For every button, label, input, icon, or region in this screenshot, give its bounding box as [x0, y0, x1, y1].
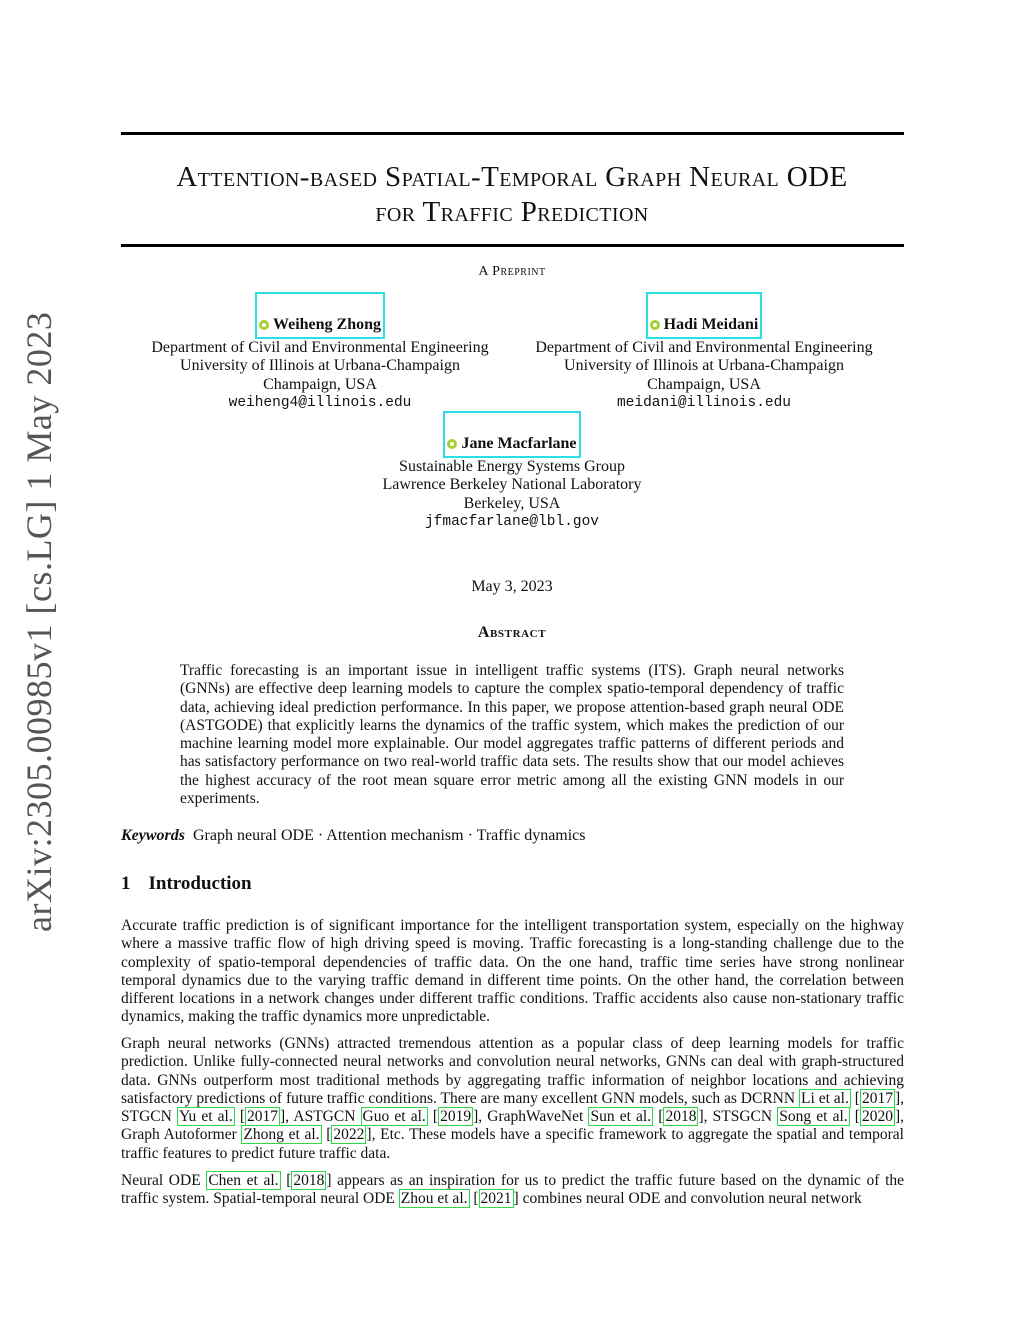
orcid-icon[interactable] — [259, 320, 269, 330]
citation-year-link[interactable]: 2019 — [440, 1108, 472, 1126]
text-run: , STSGCN — [703, 1108, 778, 1126]
author-department: Department of Civil and Environmental Engineering — [151, 338, 489, 356]
keywords-line — [121, 827, 586, 845]
intro-paragraph-1: Accurate traffic prediction is of significant importance for the intelligent transportation system, especially on the highway where a massive traffic flow of high driving speed is moving. Traffic forecasting is a long-standing challenge due to the complexity of spatio-temporal dependencies of traffic data. On the one hand, traffic time series have strong nonlinear temporal dynamics due to the varying traffic demand in different time points. On the other hand, the correlation between different locations in a network changes under different traffic conditions. Traffic accidents also cause non-stationary traffic dynamics, making the traffic dynamics more unpredictable. — [121, 917, 904, 1026]
author-block-3 — [312, 411, 712, 532]
author-location: Champaign, USA — [263, 375, 377, 393]
title-top-rule — [121, 132, 904, 135]
intro-paragraph-3: Neural ODE Chen et al. [ 2018 ] appears as an inspiration for us to predict the traffic future based on the dynamic of the traffic system. Spatial-temporal neural ODE Zhou et al. [ 2021 ] combines neural ODE and convolution neural network — [121, 1172, 905, 1208]
author-name: Hadi Meidani — [663, 316, 759, 333]
author-name-box[interactable] — [255, 292, 385, 339]
keywords-label: Keywords — [121, 827, 185, 844]
citation-year-link[interactable]: 2017 — [861, 1089, 893, 1107]
author-department: Department of Civil and Environmental Engineering — [535, 338, 873, 356]
preprint-label: A Preprint — [478, 264, 546, 279]
orcid-icon[interactable] — [447, 439, 457, 449]
author-location: Berkeley, USA — [463, 494, 561, 512]
abstract-heading: Abstract — [477, 624, 547, 641]
author-organization: University of Illinois at Urbana-Champaign — [180, 357, 460, 374]
citation-link[interactable]: Li et al. — [801, 1089, 849, 1107]
citation-link[interactable]: Zhou et al. — [400, 1190, 468, 1208]
text-run: , Graph Autoformer — [121, 1108, 904, 1144]
citation-year-link[interactable]: 2021 — [480, 1190, 512, 1208]
author-name: Weiheng Zhong — [272, 316, 382, 333]
section-heading-introduction — [121, 873, 252, 895]
text-run: appears as an inspiration for us to predict the traffic future based on the dynamic of the traffic system. Spatial-temporal neural ODE — [121, 1172, 905, 1208]
paper-title — [100, 160, 924, 230]
text-run: , STGCN — [121, 1089, 904, 1126]
author-email[interactable]: meidani@illinois.edu — [616, 395, 792, 411]
author-email[interactable]: jfmacfarlane@lbl.gov — [424, 514, 600, 530]
author-block-2 — [504, 292, 904, 413]
citation-link[interactable]: Guo et al. — [362, 1108, 426, 1126]
text-run: Neural ODE — [121, 1172, 207, 1189]
citation-link[interactable]: Song et al. — [779, 1108, 848, 1126]
text-run: , GraphWaveNet — [478, 1108, 589, 1126]
title-line-2: for Traffic Prediction — [375, 196, 649, 228]
citation-year-link[interactable]: 2018 — [665, 1108, 697, 1126]
keywords-text: Graph neural ODE · Attention mechanism · Traffic dynamics — [193, 827, 586, 844]
text-run: Graph neural networks (GNNs) attracted tremendous attention as a popular class of deep learning models for traffic prediction. Unlike fully-connected neural networks and convolution neural networks, GNNs can deal with graph-structured data. GNNs outperform most traditional methods by aggregating traffic information of neighbor locations and achieving satisfactory predictions of future traffic conditions. There are many excellent GNN models, such as DCRNN — [121, 1035, 904, 1107]
author-name-box[interactable] — [443, 411, 580, 458]
text-run: combines neural ODE and convolution neural network — [518, 1190, 862, 1208]
title-line-1: Attention-based Spatial-Temporal Graph Neural ODE — [176, 161, 848, 193]
citation-year-link[interactable]: 2020 — [861, 1108, 893, 1126]
citation-link[interactable]: Sun et al. — [590, 1108, 652, 1126]
section-title: Introduction — [148, 873, 252, 894]
author-name-box[interactable] — [646, 292, 763, 339]
author-organization: University of Illinois at Urbana-Champaign — [564, 357, 844, 374]
author-name: Jane Macfarlane — [461, 435, 577, 452]
citation-link[interactable]: Zhong et al. — [243, 1126, 320, 1144]
citation-link[interactable]: Yu et al. — [178, 1108, 233, 1126]
paper-date: May 3, 2023 — [471, 578, 553, 595]
citation-link[interactable]: Chen et al. — [208, 1172, 279, 1189]
abstract-text: Traffic forecasting is an important issue in intelligent traffic systems (ITS). Graph neural networks (GNNs) are effective deep learning models to capture the complex spatio-temporal dependency of traffic data, achieving ideal prediction performance. In this paper, we propose attention-based graph neural ODE (ASTGODE) that explicitly learns the dynamics of the traffic system, which makes the prediction of our machine learning model more explainable. Our model aggregates traffic patterns of different periods and has satisfactory performance on two real-world traffic data sets. The results show that our model achieves the highest accuracy of the root mean square error metric among all the existing GNN models in our experiments. — [180, 662, 844, 808]
author-block-1 — [120, 292, 520, 413]
arxiv-identifier: arXiv:2305.00985v1 [cs.LG] 1 May 2023 — [19, 311, 59, 932]
text-run: , ASTGCN — [285, 1108, 361, 1126]
author-email[interactable]: weiheng4@illinois.edu — [228, 395, 412, 411]
text-run: , Etc. These models have a specific framework to aggregate the spatial and temporal traffic features to predict future traffic data. — [121, 1126, 904, 1162]
orcid-icon[interactable] — [650, 320, 660, 330]
author-department: Sustainable Energy Systems Group — [399, 457, 625, 475]
intro-paragraph-2: Graph neural networks (GNNs) attracted tremendous attention as a popular class of deep learning models for traffic prediction. Unlike fully-connected neural networks and convolution neural networks, GNNs can deal with graph-structured data. GNNs outperform most traditional methods by aggregating traffic information of neighbor locations and achieving satisfactory predictions of future traffic conditions. There are many excellent GNN models, such as DCRNN Li et al. [ 2017 ], STGCN Yu et al. [ 2017 ], ASTGCN Guo et al. [ 2019 ], GraphWaveNet Sun et al. [ 2018 ], STSGCN Song et al. [ 2020 ], Graph Autoformer Zhong et al. [ 2022 ], Etc. These models have a specific framework to aggregate the spatial and temporal traffic features to predict future traffic data. — [121, 1035, 904, 1162]
title-bottom-rule — [121, 244, 904, 247]
author-location: Champaign, USA — [647, 375, 761, 393]
author-organization: Lawrence Berkeley National Laboratory — [382, 476, 642, 493]
citation-year-link[interactable]: 2018 — [293, 1172, 325, 1189]
citation-year-link[interactable]: 2022 — [333, 1126, 365, 1144]
citation-year-link[interactable]: 2017 — [247, 1108, 279, 1126]
section-number: 1 — [121, 873, 131, 894]
